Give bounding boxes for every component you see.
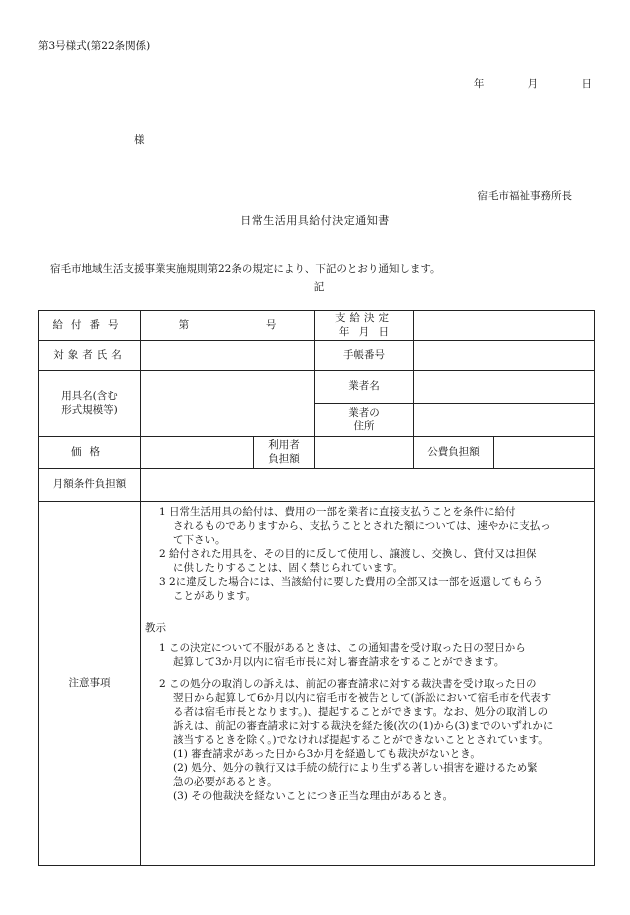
notification-table [38,310,595,866]
kyoji-sub-1: (1) 審査請求があった日から3か月を経過しても裁決がないとき。 [173,748,481,760]
date-day: 日 [581,78,592,90]
monthly-burden-label: 月額条件負担額 [39,469,141,502]
note-item-1b: されるものでありますから、支払うこととされた額については、速やかに支払っ [173,520,551,532]
kyoji-2e: 該当するときを除く。)でなければ提起することができないこととされています。 [173,734,549,746]
decision-date-value[interactable] [414,311,595,341]
number-suffix: 号 [265,318,277,331]
notes-label: 注意事項 [39,502,141,866]
notebook-number-label: 手帳番号 [315,341,414,371]
row-recipient [39,341,595,371]
monthly-burden-value[interactable] [141,469,595,502]
user-burden-line2: 負担額 [268,452,300,465]
public-burden-value[interactable] [494,437,595,469]
kyoji-1a: 1 この決定について不服があるときは、この通知書を受け取った日の翌日から [159,642,526,654]
vendor-address-line2: 住所 [353,420,375,432]
issuer: 宿毛市福祉事務所長 [477,190,572,202]
date-month: 月 [527,78,539,90]
kyoji-1b: 起算して3か月以内に宿毛市長に対し審査請求をすることができます。 [173,656,505,668]
vendor-name-value[interactable] [414,371,595,404]
notes-content [141,502,595,866]
benefit-number-value[interactable] [141,311,315,341]
note-item-3a: 3 2に違反した場合には、当該給付に要した費用の全部又は一部を返還してもらう [159,576,544,588]
recipient-name-value[interactable] [141,341,315,371]
note-item-2a: 2 給付された用具を、その目的に反して使用し、譲渡し、交換し、貸付又は担保 [159,548,537,560]
recipient-name-label: 対象者氏名 [39,341,141,371]
form-label: 第3号様式(第22条関係) [38,40,151,52]
note-item-1a: 1 日常生活用具の給付は、費用の一部を業者に直接支払うことを条件に給付 [159,506,516,518]
ki-marker: 記 [313,281,325,293]
row-price [39,437,595,469]
equipment-label-line2: 形式規模等) [61,403,118,416]
notebook-number-value[interactable] [414,341,595,371]
public-burden-label: 公費負担額 [414,437,494,469]
number-prefix: 第 [178,318,190,331]
user-burden-label [254,437,315,469]
vendor-name-label: 業者名 [315,371,414,404]
benefit-number-label: 給付番号 [39,311,141,341]
addressee-suffix: 様 [134,134,145,146]
intro-text: 宿毛市地域生活支援事業実施規則第22条の規定により、下記のとおり通知します。 [50,263,441,275]
note-item-1c: て下さい。 [173,534,226,546]
price-label: 価格 [39,437,141,469]
date-line [452,76,592,91]
kyoji-sub-2a: (2) 処分、処分の執行又は手続の続行により生ずる著しい損害を避けるため緊 [173,762,538,774]
decision-label-line2: 年 月 日 [338,325,390,338]
user-burden-value[interactable] [315,437,414,469]
kyoji-2b: 翌日から起算して6か月以内に宿毛市を被告として(訴訟において宿毛市を代表す [173,692,552,704]
date-year: 年 [473,78,485,90]
row-benefit-number [39,311,595,341]
equipment-name-label [39,371,141,437]
row-notes [39,502,595,866]
document-title: 日常生活用具給付決定通知書 [240,214,390,227]
row-monthly-burden [39,469,595,502]
decision-label-line1: 支給決定 [335,312,393,325]
vendor-address-label [315,404,414,437]
note-item-2b: に供したりすることは、固く禁じられています。 [173,562,404,574]
user-burden-line1: 利用者 [268,439,300,452]
kyoji-heading: 教示 [145,622,166,634]
equipment-label-line1: 用具名(含む [61,390,118,403]
note-item-3b: ことがあります。 [173,590,257,602]
kyoji-sub-2b: 急の必要があるとき。 [173,776,278,788]
kyoji-2a: 2 この処分の取消しの訴えは、前記の審査請求に対する裁決書を受け取った日の [159,678,537,690]
row-equipment-vendor [39,371,595,404]
vendor-address-line1: 業者の [348,406,380,419]
price-value[interactable] [141,437,254,469]
kyoji-sub-3: (3) その他裁決を経ないことにつき正当な理由があるとき。 [173,790,454,802]
equipment-name-value[interactable] [141,371,315,437]
kyoji-2d: 訴えは、前記の審査請求に対する裁決を経た後(次の(1)から(3)までのいずれかに [173,720,554,732]
vendor-address-value[interactable] [414,404,595,437]
kyoji-2c: る者は宿毛市長となります。)、提起することができます。なお、処分の取消しの [173,706,549,718]
decision-date-label [315,311,414,341]
